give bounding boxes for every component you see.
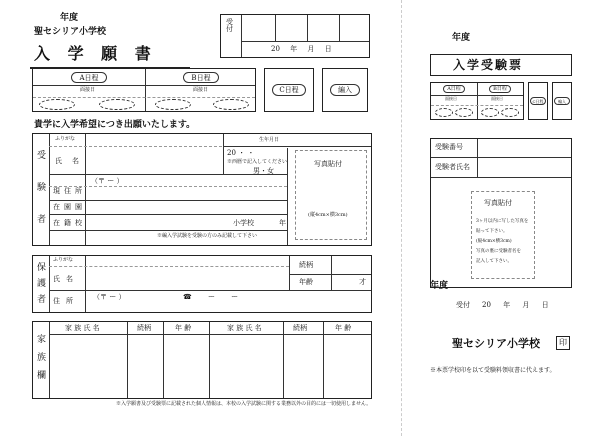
exam-c-pill[interactable]: C日程 (272, 84, 306, 96)
applicant-section-2: 験 (37, 183, 47, 193)
ticket-exam-a[interactable]: A日程 (443, 85, 465, 93)
ticket-schedule-box (430, 82, 524, 120)
ticket-interview-a: 面接日 (445, 96, 457, 101)
school-seal (556, 336, 570, 350)
ticket-transfer[interactable]: 編入 (554, 97, 570, 105)
ticket-photo-placeholder (471, 191, 535, 279)
ticket-title-box (430, 54, 572, 76)
school-name: 聖セシリア小学校 (34, 27, 107, 37)
ticket-school-name: 聖セシリア小学校 (452, 337, 540, 350)
transfer-note: ※編入学試験を受験の方のみ記載して下さい (157, 233, 258, 239)
request-text: 貴学に入学希望につき出願いたします。 (34, 120, 196, 130)
photo-label: 写真貼付 (314, 160, 342, 168)
gender-field[interactable]: 男・女 (253, 167, 274, 175)
page-title: 入 学 願 書 (34, 44, 157, 63)
ticket-slot-4[interactable] (501, 108, 519, 117)
elementary-label: 小学校 (233, 219, 254, 227)
exam-c-box (264, 68, 314, 112)
transfer-box (322, 68, 368, 112)
exam-number-label: 受験番号 (435, 143, 463, 151)
applicant-section-1: 受 (37, 151, 47, 161)
ticket-photo-label: 写真貼付 (484, 199, 512, 207)
ticket-footer-note: ※本票学校印を以て受験料領収書に代えます。 (430, 367, 556, 374)
interview-slot-1[interactable] (39, 99, 75, 110)
ticket-receipt-date: 20 年 月 日 (482, 301, 549, 309)
guardian-section-3: 者 (37, 295, 47, 305)
examinee-name-label: 受験者氏名 (435, 163, 470, 171)
ticket-photo-line-4: 写真の裏に受験者名を (476, 249, 521, 254)
family-section-2: 族 (37, 353, 47, 363)
family-section-1: 家 (37, 335, 47, 345)
guardian-phone[interactable]: ☎ ー ー (183, 293, 239, 301)
applicant-section-3: 者 (37, 215, 47, 225)
postal-field[interactable]: （〒 ー ） (91, 177, 124, 185)
guardian-name-label: 氏名 (53, 275, 79, 283)
family-name-header-2: 家 族 氏 名 (227, 324, 262, 332)
school-label: 在籍校 (53, 219, 86, 227)
exam-schedule-box (32, 68, 256, 112)
applicant-table (32, 133, 372, 246)
ticket-photo-line-2: 貼って下さい。 (476, 229, 508, 234)
ticket-lower-year: 年度 (430, 281, 449, 291)
family-age-header-1: 年 齢 (175, 324, 192, 332)
interview-slot-2[interactable] (99, 99, 135, 110)
ticket-exam-c[interactable]: C日程 (530, 97, 546, 105)
photo-placeholder (295, 150, 367, 240)
interview-slot-4[interactable] (213, 99, 249, 110)
receipt-box (220, 14, 370, 58)
family-section-3: 欄 (37, 371, 47, 381)
exam-b-pill[interactable]: B日程 (183, 72, 219, 83)
guardian-age-unit: 才 (359, 278, 366, 286)
ticket-exam-b[interactable]: B日程 (489, 85, 511, 93)
guardian-address-label: 住所 (53, 297, 79, 305)
guardian-furigana: ふりがな (53, 257, 74, 263)
birth-value: 20 ・ ・ (227, 149, 255, 157)
address-label: 現住所 (53, 187, 86, 195)
guardian-postal[interactable]: （〒 ー ） (93, 293, 126, 301)
name-label: 氏名 (55, 157, 89, 165)
ticket-exam-c-box (528, 82, 548, 120)
interview-day-a: 面接日 (80, 87, 96, 93)
ticket-photo-line-3: (縦4cm×横3cm) (476, 239, 512, 244)
family-relation-header-2: 続柄 (293, 324, 307, 332)
furigana-label: ふりがな (55, 136, 76, 142)
ticket-transfer-box (552, 82, 572, 120)
ticket-year: 年度 (452, 33, 471, 43)
ticket-receipt-label: 受付 (456, 301, 470, 309)
transfer-pill[interactable]: 編入 (330, 84, 360, 96)
ticket-title: 入学受験票 (453, 58, 524, 72)
year-label: 年度 (60, 13, 79, 23)
guardian-table (32, 255, 372, 313)
receipt-label: 受付 (226, 18, 233, 33)
ticket-slot-2[interactable] (455, 108, 473, 117)
family-name-header-1: 家 族 氏 名 (65, 324, 100, 332)
seal-mark: 印 (559, 338, 567, 347)
interview-day-b: 面接日 (193, 87, 209, 93)
ticket-slot-1[interactable] (435, 108, 453, 117)
birth-note: ※西暦で記入してください (227, 159, 288, 165)
kindergarten-label: 在園園 (53, 203, 86, 211)
ticket-interview-b: 面接日 (491, 96, 503, 101)
receipt-date: 20 年 月 日 (271, 45, 332, 53)
fold-line (401, 0, 402, 436)
family-age-header-2: 年 齢 (335, 324, 352, 332)
interview-slot-3[interactable] (155, 99, 191, 110)
birth-label: 生年月日 (259, 137, 280, 143)
grade-label: 年 (279, 219, 286, 227)
ticket-photo-line-5: 記入して下さい。 (476, 259, 512, 264)
ticket-photo-line-1: 3ヶ月以内に写した写真を (476, 219, 529, 224)
guardian-relation-label: 続柄 (299, 261, 313, 269)
guardian-age-label: 年齢 (299, 278, 313, 286)
privacy-footer: ※入学願書及び受験票に記載された個人情報は、本校の入学試験に関する業務以外の目的には一切使用しません。 (116, 401, 372, 407)
exam-a-pill[interactable]: A日程 (71, 72, 107, 83)
family-relation-header-1: 続柄 (137, 324, 151, 332)
ticket-slot-3[interactable] (481, 108, 499, 117)
photo-size: (縦4cm×横3cm) (308, 212, 348, 218)
family-table (32, 321, 372, 399)
guardian-section-2: 護 (37, 279, 47, 289)
ticket-info-box (430, 138, 572, 288)
guardian-section-1: 保 (37, 263, 47, 273)
